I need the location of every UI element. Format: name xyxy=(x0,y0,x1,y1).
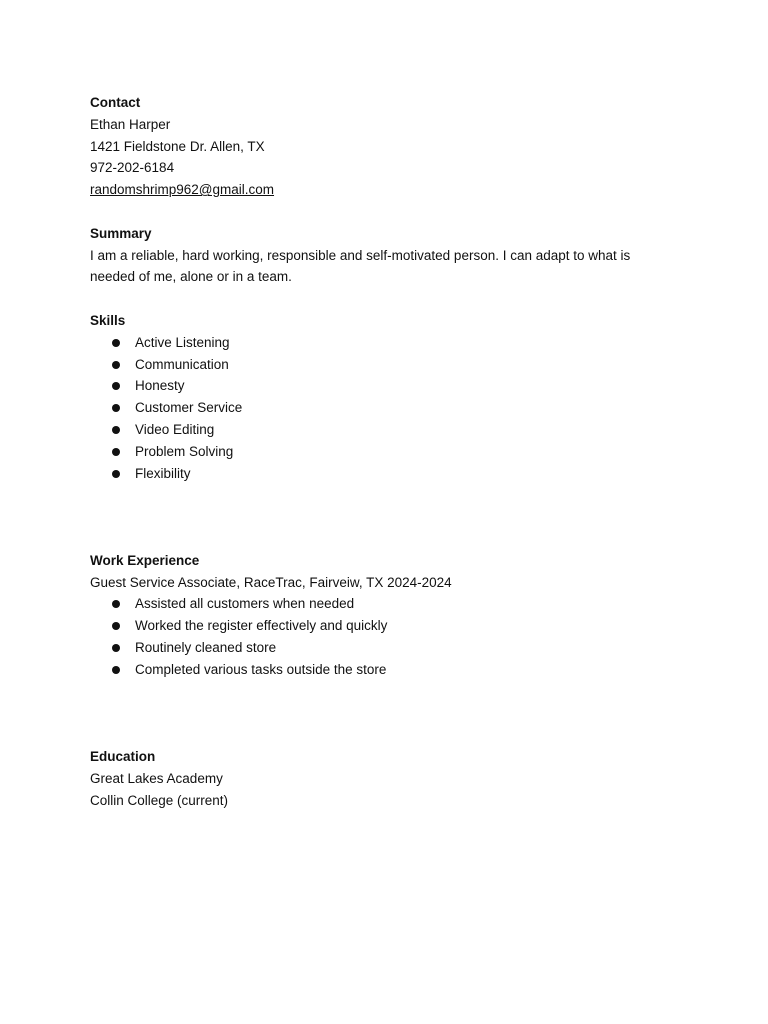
skills-list xyxy=(90,332,690,485)
duty-label: Routinely cleaned store xyxy=(135,639,277,655)
bullet-icon xyxy=(112,448,120,456)
contact-email-link[interactable]: randomshrimp962@gmail.com xyxy=(90,182,275,198)
skill-item xyxy=(90,397,690,419)
skill-label: Customer Service xyxy=(135,400,243,416)
summary-section xyxy=(90,223,690,288)
duty-label: Assisted all customers when needed xyxy=(135,596,355,612)
duty-label: Worked the register effectively and quickly xyxy=(135,618,388,634)
skill-item xyxy=(90,332,690,354)
duty-item xyxy=(90,659,690,681)
skills-heading: Skills xyxy=(90,312,126,328)
skill-item xyxy=(90,463,690,485)
duty-item xyxy=(90,593,690,615)
skill-item xyxy=(90,354,690,376)
duty-item xyxy=(90,637,690,659)
duty-label: Completed various tasks outside the store xyxy=(135,661,387,677)
spacer xyxy=(90,484,690,549)
contact-heading: Contact xyxy=(90,95,141,110)
summary-heading: Summary xyxy=(90,225,152,241)
spacer xyxy=(90,288,690,310)
duty-item xyxy=(90,615,690,637)
contact-phone: 972-202-6184 xyxy=(90,160,175,176)
contact-section xyxy=(90,92,690,201)
bullet-icon xyxy=(112,600,120,608)
bullet-icon xyxy=(112,644,120,652)
work-section xyxy=(90,550,690,681)
spacer xyxy=(90,201,690,223)
skill-label: Video Editing xyxy=(135,421,215,437)
skill-label: Honesty xyxy=(135,378,185,394)
education-heading: Education xyxy=(90,748,156,764)
bullet-icon xyxy=(112,426,120,434)
contact-address: 1421 Fieldstone Dr. Allen, TX xyxy=(90,138,265,154)
bullet-icon xyxy=(112,361,120,369)
bullet-icon xyxy=(112,382,120,390)
skill-item xyxy=(90,441,690,463)
spacer xyxy=(90,681,690,746)
skill-label: Communication xyxy=(135,356,229,372)
contact-name: Ethan Harper xyxy=(90,116,171,132)
work-position: Guest Service Associate, RaceTrac, Fairveiw, TX 2024-2024 xyxy=(90,574,452,590)
bullet-icon xyxy=(112,339,120,347)
education-item: Collin College (current) xyxy=(90,792,229,808)
skill-item xyxy=(90,419,690,441)
skill-label: Flexibility xyxy=(135,465,191,481)
skills-section xyxy=(90,310,690,484)
skill-label: Active Listening xyxy=(135,334,230,350)
summary-text: I am a reliable, hard working, responsible and self-motivated person. I can adapt to what is needed of me, alone or in a team. xyxy=(90,247,631,285)
bullet-icon xyxy=(112,666,120,674)
bullet-icon xyxy=(112,470,120,478)
work-heading: Work Experience xyxy=(90,552,200,568)
resume-page xyxy=(90,92,690,811)
bullet-icon xyxy=(112,622,120,630)
work-duties-list xyxy=(90,593,690,680)
skill-label: Problem Solving xyxy=(135,443,234,459)
education-item: Great Lakes Academy xyxy=(90,770,223,786)
skill-item xyxy=(90,375,690,397)
education-section xyxy=(90,746,690,811)
bullet-icon xyxy=(112,404,120,412)
